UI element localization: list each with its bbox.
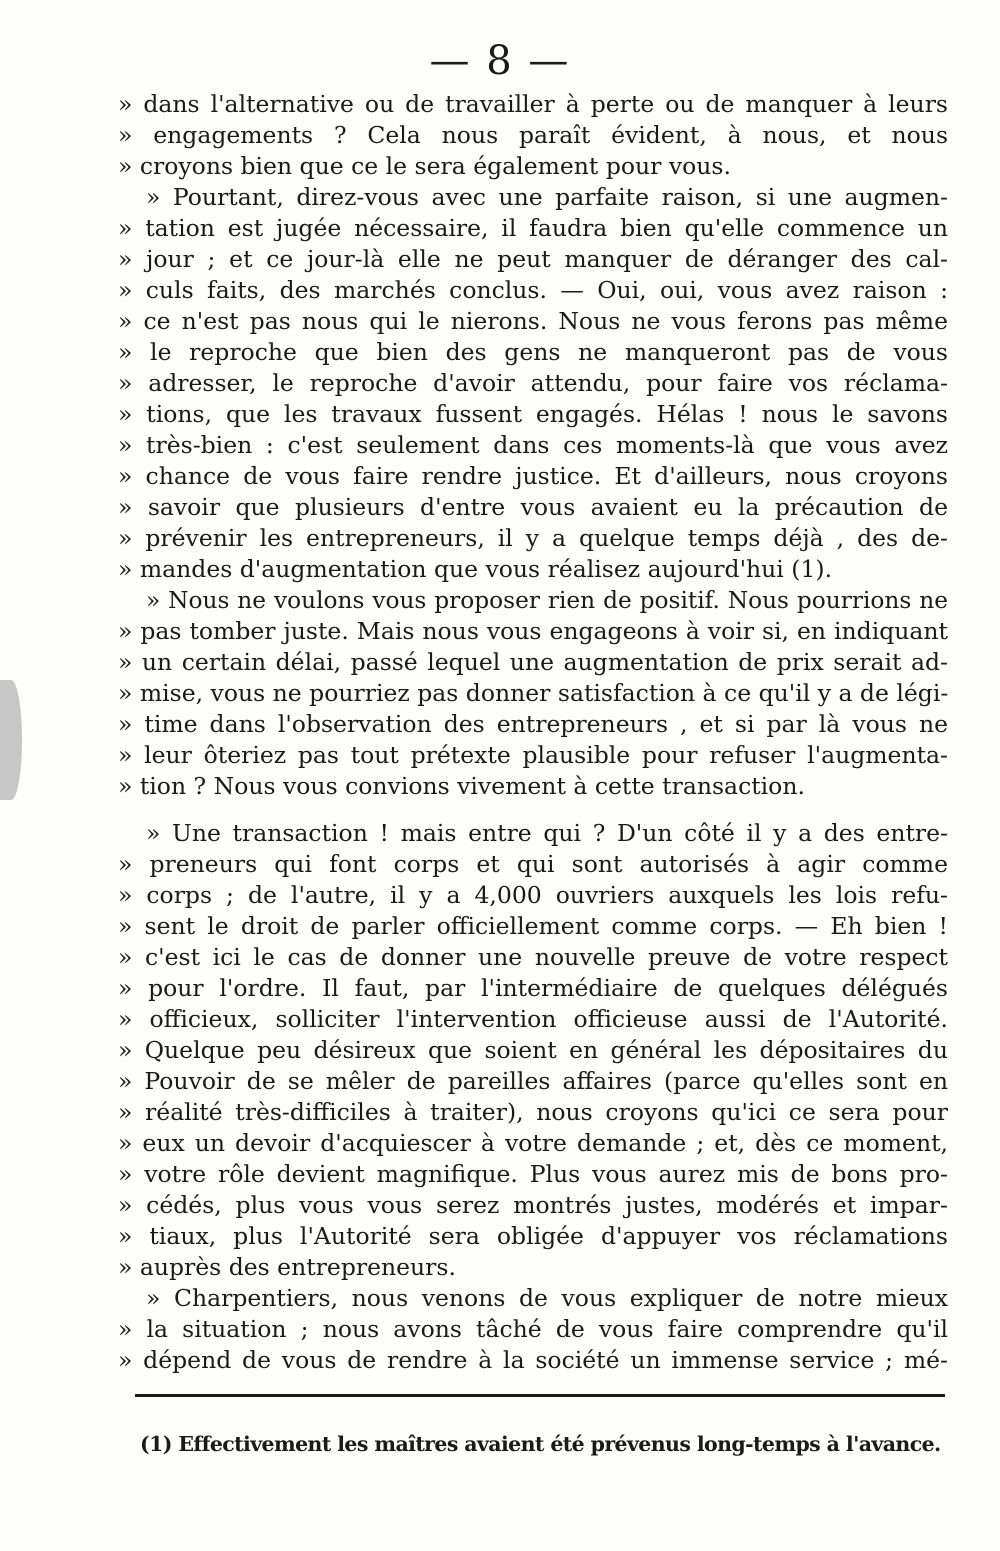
text-line: » officieux, solliciter l'intervention officieuse aussi de l'Autorité. <box>118 1005 948 1033</box>
text-line: » preneurs qui font corps et qui sont autorisés à agir comme <box>118 850 948 878</box>
text-line: » leur ôteriez pas tout prétexte plausible pour refuser l'augmenta- <box>118 741 948 769</box>
text-line: » tion ? Nous vous convions vivement à cette transaction. <box>118 772 805 800</box>
text-line: » tions, que les travaux fussent engagés. Hélas ! nous le savons <box>118 400 948 428</box>
text-line: » time dans l'observation des entrepreneurs , et si par là vous ne <box>118 710 948 738</box>
text-line: » savoir que plusieurs d'entre vous avaient eu la précaution de <box>118 493 948 521</box>
text-line: » culs faits, des marchés conclus. — Oui, oui, vous avez raison : <box>118 276 948 304</box>
text-line: » un certain délai, passé lequel une augmentation de prix serait ad- <box>118 648 948 676</box>
text-line: » jour ; et ce jour-là elle ne peut manquer de déranger des cal- <box>118 245 948 273</box>
text-line: » chance de vous faire rendre justice. Et d'ailleurs, nous croyons <box>118 462 948 490</box>
text-line: » auprès des entrepreneurs. <box>118 1253 456 1281</box>
text-line: » sent le droit de parler officiellement comme corps. — Eh bien ! <box>118 912 948 940</box>
text-line: » ce n'est pas nous qui le nierons. Nous ne vous ferons pas même <box>118 307 948 335</box>
body-text <box>118 89 948 1376</box>
text-line: » mise, vous ne pourriez pas donner satisfaction à ce qu'il y a de légi- <box>118 679 948 707</box>
text-line: » croyons bien que ce le sera également pour vous. <box>118 152 731 180</box>
paragraph-gap <box>118 802 948 818</box>
text-line: » Nous ne voulons vous proposer rien de positif. Nous pourrions ne <box>146 587 948 614</box>
text-line: » Pourtant, direz-vous avec une parfaite raison, si une augmen- <box>146 183 948 211</box>
text-line: » pour l'ordre. Il faut, par l'intermédiaire de quelques délégués <box>118 974 948 1002</box>
text-line: » mandes d'augmentation que vous réalisez aujourd'hui (1). <box>118 555 833 583</box>
text-line: » engagements ? Cela nous paraît évident, à nous, et nous <box>118 121 948 149</box>
text-line: » très-bien : c'est seulement dans ces moments-là que vous avez <box>118 431 948 459</box>
text-line: » la situation ; nous avons tâché de vous faire comprendre qu'il <box>118 1315 948 1343</box>
text-line: » prévenir les entrepreneurs, il y a quelque temps déjà , des de- <box>118 524 948 552</box>
text-line: » pas tomber juste. Mais nous vous engageons à voir si, en indiquant <box>118 617 948 645</box>
text-line: » tiaux, plus l'Autorité sera obligée d'appuyer vos réclamations <box>118 1222 948 1250</box>
page-number: — 8 — <box>429 38 571 84</box>
footnote-rule <box>135 1394 945 1397</box>
footnote: (1) Effectivement les maîtres avaient été prévenus long-temps à l'avance. <box>140 1432 941 1456</box>
text-line: » le reproche que bien des gens ne manqueront pas de vous <box>118 338 948 366</box>
text-line: » Charpentiers, nous venons de vous expliquer de notre mieux <box>146 1284 948 1312</box>
text-line: » cédés, plus vous vous serez montrés justes, modérés et impar- <box>118 1191 948 1219</box>
text-line: » dans l'alternative ou de travailler à perte ou de manquer à leurs <box>118 90 948 118</box>
text-line: » réalité très-difficiles à traiter), nous croyons qu'ici ce sera pour <box>118 1098 948 1126</box>
text-line: » adresser, le reproche d'avoir attendu, pour faire vos réclama- <box>118 369 948 397</box>
text-line: » Pouvoir de se mêler de pareilles affaires (parce qu'elles sont en <box>118 1067 948 1095</box>
text-line: » Quelque peu désireux que soient en général les dépositaires du <box>118 1036 948 1064</box>
text-line: » Une transaction ! mais entre qui ? D'un côté il y a des entre- <box>146 819 948 847</box>
text-line: » c'est ici le cas de donner une nouvelle preuve de votre respect <box>118 943 948 971</box>
text-line: » votre rôle devient magnifique. Plus vous aurez mis de bons pro- <box>118 1160 948 1188</box>
text-line: » tation est jugée nécessaire, il faudra bien qu'elle commence un <box>118 214 948 242</box>
text-line: » corps ; de l'autre, il y a 4,000 ouvriers auxquels les lois refu- <box>118 881 948 909</box>
page-stain <box>0 680 22 800</box>
text-line: » eux un devoir d'acquiescer à votre demande ; et, dès ce moment, <box>118 1129 948 1157</box>
text-line: » dépend de vous de rendre à la société un immense service ; mé- <box>118 1346 948 1374</box>
